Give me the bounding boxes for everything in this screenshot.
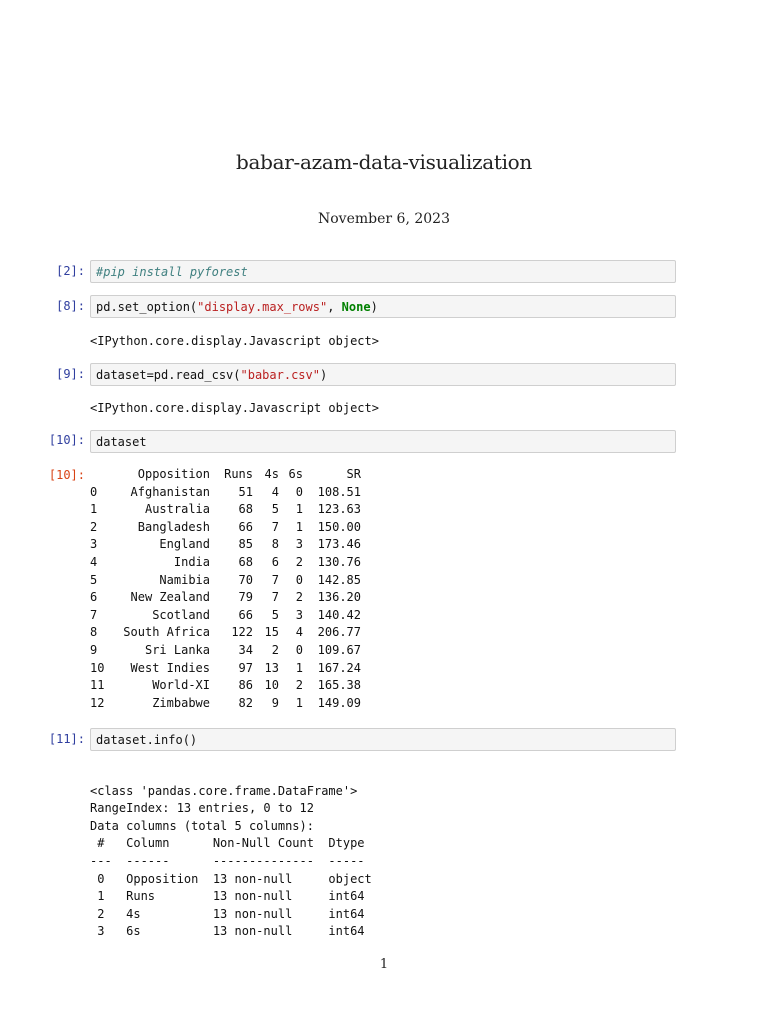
cell-sr: 149.09 xyxy=(317,695,361,710)
page-number: 1 xyxy=(379,957,389,972)
cell-sr: 130.76 xyxy=(317,554,361,569)
code-text: ) xyxy=(370,300,378,314)
cell-4s: 5 xyxy=(271,607,279,622)
column-header-6s: 6s xyxy=(288,467,303,481)
cell-output-text: <IPython.core.display.Javascript object> xyxy=(90,334,379,348)
table-row xyxy=(90,677,361,695)
cell-6s: 3 xyxy=(295,607,303,622)
code-cell-set-option[interactable] xyxy=(90,295,676,318)
cell-runs: 97 xyxy=(238,660,253,675)
cell-6s: 0 xyxy=(295,572,303,587)
info-line: RangeIndex: 13 entries, 0 to 12 xyxy=(90,801,314,816)
cell-sr: 108.51 xyxy=(317,484,361,499)
cell-sr: 165.38 xyxy=(317,678,361,693)
cell-6s: 1 xyxy=(295,502,303,517)
cell-opposition: India xyxy=(173,554,210,569)
table-row xyxy=(90,642,361,660)
info-output xyxy=(90,765,372,959)
cell-6s: 2 xyxy=(295,678,303,693)
info-line: 1 Runs 13 non-null int64 xyxy=(90,889,372,904)
cell-runs: 70 xyxy=(238,572,253,587)
dataframe-table xyxy=(90,466,361,712)
row-index: 2 xyxy=(90,519,98,534)
cell-sr: 150.00 xyxy=(317,519,361,534)
row-index: 0 xyxy=(90,484,98,499)
cell-4s: 2 xyxy=(271,642,279,657)
row-index: 10 xyxy=(90,660,105,675)
cell-4s: 8 xyxy=(271,537,279,552)
table-row xyxy=(90,695,361,713)
table-row xyxy=(90,660,361,678)
cell-4s: 7 xyxy=(271,572,279,587)
cell-runs: 51 xyxy=(238,484,253,499)
info-line: 2 4s 13 non-null int64 xyxy=(90,906,372,921)
code-cell-read-csv[interactable] xyxy=(90,363,676,386)
code-text: , xyxy=(327,300,342,314)
table-row xyxy=(90,607,361,625)
cell-opposition: World-XI xyxy=(152,678,210,693)
cell-sr: 142.85 xyxy=(317,572,361,587)
cell-opposition: New Zealand xyxy=(130,590,210,605)
code-text: dataset.info() xyxy=(96,733,198,747)
cell-6s: 2 xyxy=(295,590,303,605)
info-line: 0 Opposition 13 non-null object xyxy=(90,871,372,886)
cell-sr: 173.46 xyxy=(317,537,361,552)
cell-opposition: Namibia xyxy=(159,572,210,587)
code-cell-dataset-info[interactable] xyxy=(90,728,676,751)
cell-runs: 66 xyxy=(238,607,253,622)
cell-6s: 1 xyxy=(295,519,303,534)
cell-opposition: West Indies xyxy=(130,660,210,675)
cell-6s: 0 xyxy=(295,642,303,657)
cell-opposition: Sri Lanka xyxy=(144,642,210,657)
cell-6s: 4 xyxy=(295,625,303,640)
code-string: "babar.csv" xyxy=(240,368,320,382)
row-index: 7 xyxy=(90,607,98,622)
cell-input-prompt: [2]: xyxy=(56,264,85,278)
cell-opposition: Afghanistan xyxy=(130,484,210,499)
row-index: 11 xyxy=(90,678,105,693)
cell-input-prompt: [9]: xyxy=(56,367,85,381)
cell-4s: 6 xyxy=(271,554,279,569)
column-header-index xyxy=(90,466,118,484)
code-text: pd.set_option( xyxy=(96,300,198,314)
cell-runs: 79 xyxy=(238,590,253,605)
cell-output-prompt: [10]: xyxy=(48,468,85,482)
cell-4s: 9 xyxy=(271,695,279,710)
info-line: <class 'pandas.core.frame.DataFrame'> xyxy=(90,783,358,798)
cell-runs: 85 xyxy=(238,537,253,552)
info-line: Data columns (total 5 columns): xyxy=(90,818,314,833)
row-index: 4 xyxy=(90,554,98,569)
code-cell-dataset[interactable] xyxy=(90,430,676,453)
table-row xyxy=(90,501,361,519)
cell-runs: 66 xyxy=(238,519,253,534)
row-index: 6 xyxy=(90,590,98,605)
cell-input-prompt: [10]: xyxy=(48,433,85,447)
cell-runs: 82 xyxy=(238,695,253,710)
table-row xyxy=(90,519,361,537)
row-index: 8 xyxy=(90,625,98,640)
cell-runs: 86 xyxy=(238,678,253,693)
code-comment: #pip install pyforest xyxy=(96,265,248,279)
code-cell-pip-install[interactable] xyxy=(90,260,676,283)
cell-4s: 5 xyxy=(271,502,279,517)
row-index: 3 xyxy=(90,537,98,552)
cell-4s: 15 xyxy=(264,625,279,640)
column-header-runs: Runs xyxy=(224,467,253,481)
cell-6s: 1 xyxy=(295,695,303,710)
table-row xyxy=(90,554,361,572)
table-row xyxy=(90,536,361,554)
cell-opposition: South Africa xyxy=(123,625,210,640)
code-text: dataset xyxy=(96,435,147,449)
cell-opposition: Zimbabwe xyxy=(152,695,210,710)
table-row xyxy=(90,484,361,502)
cell-opposition: England xyxy=(159,537,210,552)
column-header-sr: SR xyxy=(346,467,361,481)
cell-sr: 123.63 xyxy=(317,502,361,517)
cell-runs: 68 xyxy=(238,554,253,569)
cell-4s: 7 xyxy=(271,590,279,605)
cell-6s: 2 xyxy=(295,554,303,569)
cell-6s: 0 xyxy=(295,484,303,499)
cell-runs: 34 xyxy=(238,642,253,657)
column-header-4s: 4s xyxy=(264,467,279,481)
cell-opposition: Scotland xyxy=(152,607,210,622)
code-keyword: None xyxy=(341,300,371,314)
code-text: ) xyxy=(319,368,328,382)
info-line: # Column Non-Null Count Dtype xyxy=(90,836,372,851)
cell-sr: 167.24 xyxy=(317,660,361,675)
table-row xyxy=(90,589,361,607)
cell-sr: 206.77 xyxy=(317,625,361,640)
cell-4s: 10 xyxy=(264,678,279,693)
cell-sr: 136.20 xyxy=(317,590,361,605)
document-date: November 6, 2023 xyxy=(318,211,450,227)
cell-4s: 13 xyxy=(264,660,279,675)
cell-input-prompt: [11]: xyxy=(48,732,85,746)
document-title: babar-azam-data-visualization xyxy=(236,150,532,174)
row-index: 12 xyxy=(90,695,105,710)
cell-runs: 122 xyxy=(231,625,253,640)
cell-6s: 1 xyxy=(295,660,303,675)
table-row xyxy=(90,572,361,590)
code-text: dataset=pd.read_csv( xyxy=(96,368,241,382)
cell-opposition: Australia xyxy=(144,502,210,517)
cell-sr: 109.67 xyxy=(317,642,361,657)
cell-4s: 4 xyxy=(271,484,279,499)
column-header-opposition: Opposition xyxy=(137,467,210,481)
row-index: 9 xyxy=(90,642,98,657)
info-line: 3 6s 13 non-null int64 xyxy=(90,924,372,939)
cell-sr: 140.42 xyxy=(317,607,361,622)
cell-6s: 3 xyxy=(295,537,303,552)
dataframe-header-row xyxy=(90,466,361,484)
cell-runs: 68 xyxy=(238,502,253,517)
cell-output-text: <IPython.core.display.Javascript object> xyxy=(90,401,379,415)
table-row xyxy=(90,624,361,642)
info-line: --- ------ -------------- ----- xyxy=(90,853,372,868)
row-index: 1 xyxy=(90,502,98,517)
code-string: "display.max_rows" xyxy=(197,300,328,314)
row-index: 5 xyxy=(90,572,98,587)
cell-4s: 7 xyxy=(271,519,279,534)
cell-opposition: Bangladesh xyxy=(137,519,210,534)
cell-input-prompt: [8]: xyxy=(56,299,85,313)
